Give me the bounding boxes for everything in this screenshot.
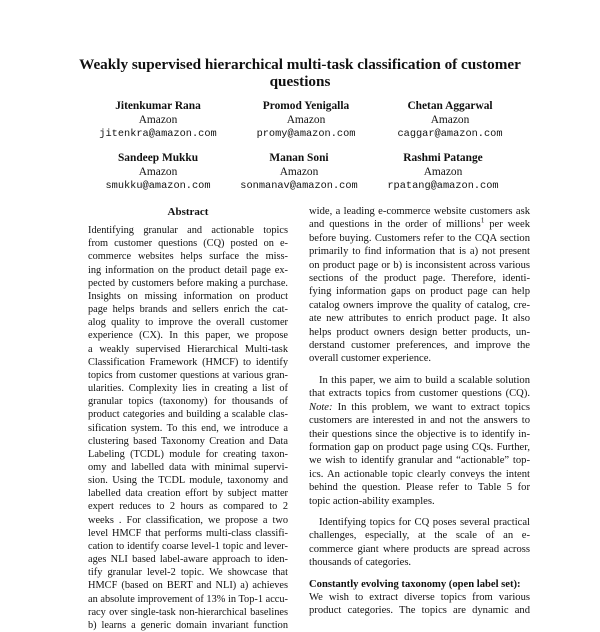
text-line: overall customer experience. [309, 353, 432, 365]
paper-title-line-2: questions [269, 73, 331, 90]
author-name: Manan Soni [269, 152, 329, 164]
text-line: commerce websites helps surface the miss- [88, 251, 288, 263]
text-line: Identifying topics for CQ poses several practical [319, 516, 530, 528]
text-line: that extracts topics from customer questions (CQ). [309, 388, 530, 400]
text-line: ate new attributes to enrich product page. It also [309, 313, 530, 325]
text-line [309, 218, 530, 231]
author-email[interactable]: smukku@amazon.com [105, 180, 211, 192]
text-line: primarily to find information that is a) not present [309, 246, 530, 258]
text-line: Labeling (TCDL) module for creating taxon- [88, 448, 288, 460]
text-line: an absolute improvement of 13% in Top-1 accu- [88, 593, 288, 605]
section-paragraph-heading: Constantly evolving taxonomy (open label set): [309, 578, 521, 590]
text-line: on product page or b) is inconsistent across various [309, 259, 530, 271]
text-line: labelled data creation effort by subject matter [88, 488, 288, 500]
author-affiliation: Amazon [430, 114, 470, 126]
intro-column [309, 205, 530, 618]
author-email[interactable]: rpatang@amazon.com [387, 180, 499, 192]
abstract-body [88, 224, 288, 632]
text-line: from customer questions (CQ) posted on e- [88, 238, 288, 250]
paper-title [60, 56, 540, 90]
author-affiliation: Amazon [286, 114, 326, 126]
text-line: In this paper, we aim to build a scalable solution [319, 374, 530, 386]
text-line: commerce giant where products are spread across [309, 543, 530, 555]
paragraph-2 [309, 374, 530, 508]
text-line: b) learns a generic domain invariant function [88, 619, 288, 631]
text-line: thousands of categories. [309, 557, 412, 569]
text-line: ing information on the product detail page ex- [88, 264, 288, 276]
author-affiliation: Amazon [138, 166, 178, 178]
text-line: sections of the product page. Therefore, identi- [309, 273, 530, 285]
author-name: Rashmi Patange [403, 152, 483, 164]
text-line: behind the question. Please refer to Table 5 for [309, 482, 530, 494]
author-name: Sandeep Mukku [117, 152, 199, 164]
text-line: ages NLI based label-aware approach to iden- [88, 554, 288, 566]
author-3 [360, 99, 540, 141]
text-line: formation gap on product page using CQs. Further, [309, 441, 530, 453]
text-line: pected by customers before making a purchase. [88, 277, 288, 289]
text-line: helps product owners design better products, un- [309, 326, 530, 338]
text-fragment: and questions in the order of millions [309, 219, 481, 231]
text-line: omy and labelled data with minimal supervi- [88, 461, 288, 473]
text-line: topic action-ability examples. [309, 495, 435, 507]
author-name: Promod Yenigalla [262, 100, 350, 112]
text-fragment: per week [484, 219, 530, 231]
text-line: HMCF (based on BERT and NLI) a) achieves [88, 580, 288, 592]
footnote-mark[interactable]: 1 [480, 216, 485, 225]
text-line: expert reduces to 2 hours as compared to 2 [88, 501, 288, 513]
text-line: granular topics (taxonomy) for thousands of [88, 396, 288, 408]
author-affiliation: Amazon [279, 166, 319, 178]
text-line: Insights on missing information on product [88, 290, 288, 302]
text-line: catalog owners improve the quality of catalog, cre- [309, 299, 530, 311]
text-line: ularities. Complexity lies in creating a list of [88, 383, 288, 395]
author-affiliation: Amazon [423, 166, 463, 178]
text-line: fying information gaps on product page can help [309, 286, 530, 298]
author-affiliation: Amazon [138, 114, 178, 126]
text-line: experience (CX). In this paper, we propose [88, 330, 288, 342]
text-line: derstand customer preferences, and improve the [309, 340, 530, 352]
text-line: page helps brands and sellers enrich the cat- [88, 304, 288, 316]
text-line: wide, a leading e-commerce website customers ask [309, 206, 530, 217]
paragraph-1-rest [309, 232, 530, 366]
author-email[interactable]: jitenkra@amazon.com [99, 128, 217, 140]
text-line: cation to identify coarse level-1 topic and lever- [88, 540, 288, 552]
text-line: ics. An actionable topic clearly conveys the intent [309, 468, 530, 480]
text-line: product categories. The topics are dynamic and [309, 605, 530, 617]
text-line: tify granular level-2 topic. We showcase that [88, 567, 288, 579]
note-label: Note: [309, 401, 333, 413]
text-line: customers are interested in and not the answers to [309, 415, 530, 427]
text-line: level HMCF that performs multi-class classifi- [88, 527, 288, 539]
paper-title-line-1: Weakly supervised hierarchical multi-task classification of customer [79, 56, 521, 73]
text-line: Classification Framework (HMCF) to identify [88, 356, 288, 368]
author-email[interactable]: promy@amazon.com [256, 128, 356, 140]
author-name: Chetan Aggarwal [407, 100, 493, 112]
text-line: topics from customer questions at various gran- [88, 369, 288, 381]
text-line: clustering based Taxonomy Creation and Data [88, 435, 288, 447]
text-line: challenges, especially, at the scale of an e- [309, 530, 530, 542]
paragraph-3 [309, 516, 530, 570]
text-line [309, 401, 530, 414]
text-line: sion. Using the TCDL module, taxonomy and [88, 475, 288, 487]
text-line: product categories and building a scalable clas- [88, 409, 288, 421]
text-line: racy over single-task non-hierarchical baselines [88, 606, 288, 618]
text-line: before buying. Customers refer to the CQA section [309, 232, 530, 244]
text-line: sification system. To this end, we introduce a [88, 422, 288, 434]
author-email[interactable]: sonmanav@amazon.com [240, 180, 358, 192]
text-line: weeks . For classification, we propose a two [88, 514, 288, 526]
abstract-column [88, 206, 288, 632]
author-6 [353, 151, 533, 193]
text-line: a weakly supervised Hierarchical Multi-task [88, 343, 288, 355]
abstract-heading: Abstract [167, 206, 209, 218]
text-line: Identifying granular and actionable topics [88, 225, 288, 237]
text-line: their questions since the objective is to identify in- [309, 428, 530, 440]
text-line: alog quality to improve the overall customer [88, 317, 288, 329]
text-line: We wish to extract diverse topics from various [309, 591, 530, 603]
paragraph-4 [309, 591, 530, 618]
author-email[interactable]: caggar@amazon.com [397, 128, 503, 140]
author-name: Jitenkumar Rana [115, 100, 201, 112]
text-line: we wish to identify granular and “actionable” top- [309, 455, 530, 467]
text-fragment: In this problem, we want to extract topics [337, 401, 530, 413]
